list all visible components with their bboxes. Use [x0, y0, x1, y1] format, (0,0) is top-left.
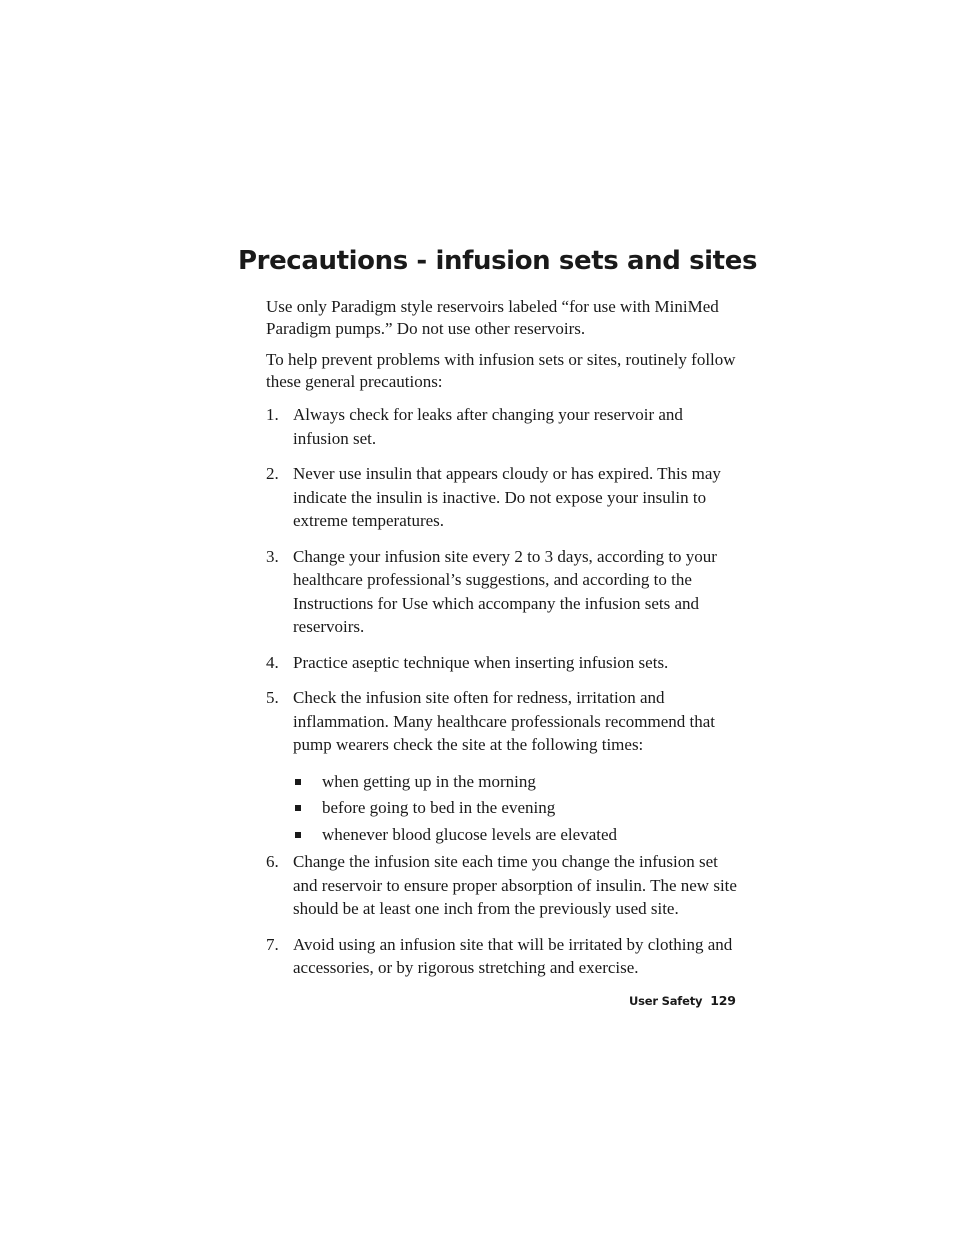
item-number: 5. [266, 688, 279, 707]
item-number: 6. [266, 852, 279, 871]
bullet-item [293, 822, 738, 849]
list-item [266, 850, 738, 921]
list-item [266, 933, 738, 980]
intro-paragraph: To help prevent problems with infusion sets or sites, routinely follow these general precautions: [266, 350, 736, 391]
bullet-text: whenever blood glucose levels are elevated [322, 824, 618, 844]
bullet-text: before going to bed in the evening [322, 798, 556, 817]
item-number: 2. [266, 464, 279, 483]
body-text [266, 296, 738, 992]
item-text: Change your infusion site every 2 to 3 days, according to your healthcare professional’s suggestions, and according to the Instructions for Use which accompany the infusion sets and reservoirs. [293, 546, 717, 636]
square-bullet-icon [295, 779, 301, 785]
list-item [266, 462, 738, 533]
item-number: 1. [266, 405, 279, 424]
item-text: Always check for leaks after changing your reservoir and infusion set. [293, 405, 683, 448]
item-text: Avoid using an infusion site that will be irritated by clothing and accessories, or by rigorous stretching and exercise. [293, 934, 733, 977]
item-number: 4. [266, 652, 279, 672]
item-text: Check the infusion site often for redness, irritation and inflammation. Many healthcare professionals recommend that pump wearers check the site at the following times: [293, 688, 716, 754]
list-item [266, 545, 738, 639]
page-number: 129 [710, 993, 736, 1008]
bullet-item [293, 795, 738, 822]
item-text: Change the infusion site each time you change the infusion set and reservoir to ensure proper absorption of insulin. The new site should be at least one inch from the previously used site. [293, 852, 737, 918]
item-number: 3. [266, 546, 279, 566]
bullet-item [293, 769, 738, 796]
item-text: Practice aseptic technique when inserting infusion sets. [293, 652, 669, 672]
check-times-list [293, 769, 738, 849]
square-bullet-icon [295, 832, 301, 838]
intro-paragraph: Use only Paradigm style reservoirs labeled “for use with MiniMed Paradigm pumps.” Do not use other reservoirs. [266, 297, 719, 338]
list-item [266, 686, 738, 848]
bullet-text: when getting up in the morning [322, 771, 536, 791]
page-title: Precautions - infusion sets and sites [238, 246, 758, 276]
precautions-list [266, 403, 738, 980]
list-item [266, 651, 738, 675]
square-bullet-icon [295, 805, 301, 811]
page-footer [629, 993, 736, 1008]
item-text: Never use insulin that appears cloudy or has expired. This may indicate the insulin is inactive. Do not expose your insulin to extreme temperatures. [293, 464, 721, 530]
list-item [266, 403, 738, 450]
footer-section: User Safety [629, 994, 703, 1008]
item-number: 7. [266, 934, 279, 954]
